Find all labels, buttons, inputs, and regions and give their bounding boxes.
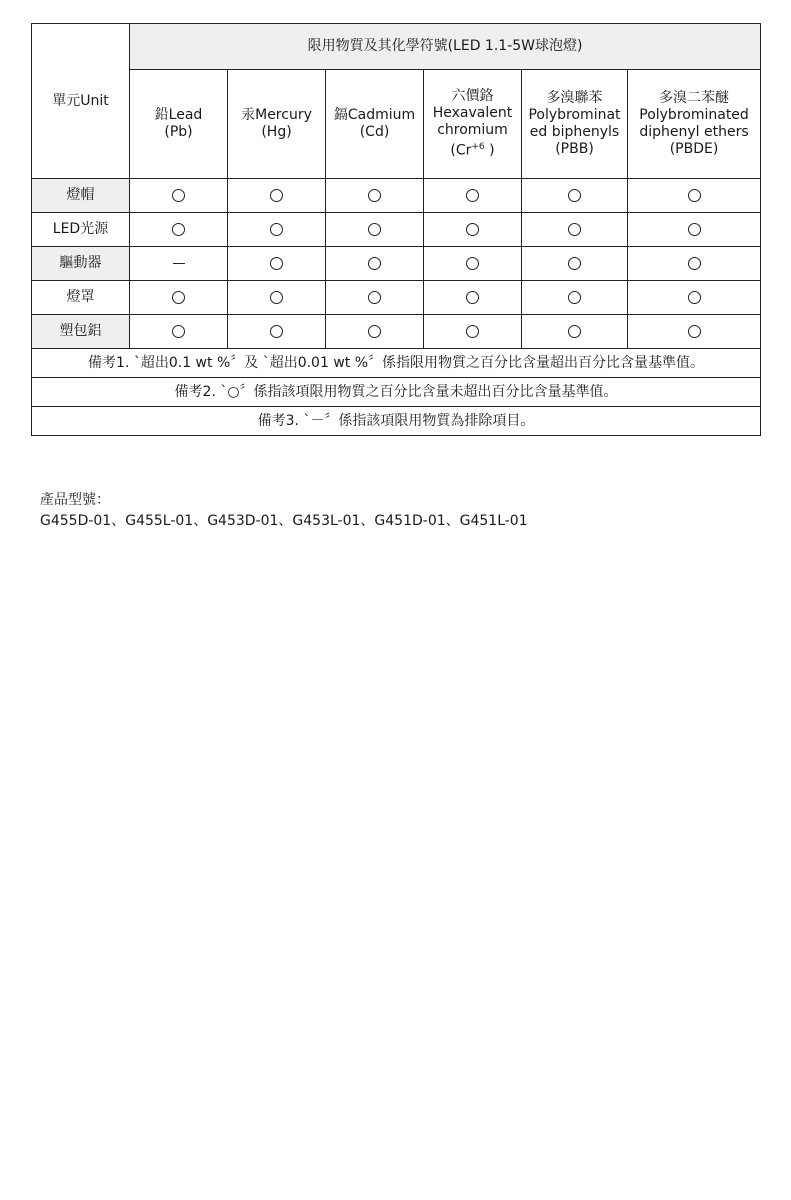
- value-cell: [326, 247, 424, 281]
- circle-icon: [368, 325, 381, 338]
- value-cell: [424, 213, 522, 247]
- value-cell: [424, 247, 522, 281]
- circle-icon: [466, 189, 479, 202]
- note-row: [32, 349, 761, 378]
- circle-icon: [172, 189, 185, 202]
- table-row: [32, 281, 761, 315]
- circle-icon: [568, 189, 581, 202]
- circle-icon: [270, 189, 283, 202]
- value-cell: [522, 213, 628, 247]
- unit-cell: 燈罩: [32, 281, 130, 315]
- value-cell: [228, 179, 326, 213]
- value-cell: [130, 179, 228, 213]
- group-header: 限用物質及其化學符號(LED 1.1-5W球泡燈): [130, 24, 761, 70]
- value-cell: [130, 315, 228, 349]
- note-row: [32, 378, 761, 407]
- dash-icon: [173, 263, 185, 264]
- value-cell: [628, 213, 761, 247]
- table-row: [32, 247, 761, 281]
- circle-icon: [368, 291, 381, 304]
- circle-icon: [270, 325, 283, 338]
- circle-icon: [172, 223, 185, 236]
- value-cell: [424, 179, 522, 213]
- note-2: 備考2. ˋ○〞係指該項限用物質之百分比含量未超出百分比含量基準值。: [32, 378, 761, 407]
- circle-icon: [270, 223, 283, 236]
- circle-icon: [466, 223, 479, 236]
- substance-lead: 鉛Lead (Pb): [130, 70, 228, 179]
- circle-icon: [688, 223, 701, 236]
- circle-icon: [688, 257, 701, 270]
- circle-icon: [568, 325, 581, 338]
- value-cell: [228, 281, 326, 315]
- value-cell: [228, 315, 326, 349]
- circle-icon: [466, 325, 479, 338]
- note-row: [32, 407, 761, 436]
- value-cell: [326, 179, 424, 213]
- value-cell: [424, 315, 522, 349]
- value-cell: [628, 247, 761, 281]
- value-cell: [628, 179, 761, 213]
- value-cell: [326, 213, 424, 247]
- value-cell: [424, 281, 522, 315]
- circle-icon: [568, 223, 581, 236]
- substance-mercury: 汞Mercury (Hg): [228, 70, 326, 179]
- value-cell: [228, 213, 326, 247]
- circle-icon: [466, 291, 479, 304]
- substance-hexavalent-chromium: 六價鉻 Hexavalent chromium ($Cr^{+6}$ ): [424, 70, 522, 179]
- value-cell: [522, 179, 628, 213]
- value-cell: [522, 281, 628, 315]
- table-row: [32, 179, 761, 213]
- circle-icon: [172, 291, 185, 304]
- circle-icon: [270, 257, 283, 270]
- circle-icon: [568, 257, 581, 270]
- substance-pbb: 多溴聯苯 Polybrominat ed biphenyls (PBB): [522, 70, 628, 179]
- model-label: 產品型號：: [40, 492, 110, 508]
- value-cell: [130, 213, 228, 247]
- value-cell: [130, 247, 228, 281]
- circle-icon: [568, 291, 581, 304]
- value-cell: [130, 281, 228, 315]
- value-cell: [326, 281, 424, 315]
- circle-icon: [688, 291, 701, 304]
- unit-cell: 燈帽: [32, 179, 130, 213]
- unit-cell: 塑包鋁: [32, 315, 130, 349]
- circle-icon: [368, 257, 381, 270]
- note-1: 備考1. ˋ超出0.1 wt %〞及 ˋ超出0.01 wt %〞係指限用物質之百分比含量超出百分比含量基準值。: [32, 349, 761, 378]
- substance-pbde: 多溴二苯醚 Polybrominated diphenyl ethers (PBDE): [628, 70, 761, 179]
- unit-cell: LED光源: [32, 213, 130, 247]
- model-numbers: G455D-01、G455L-01、G453D-01、G453L-01、G451D-01、G451L-01: [40, 513, 528, 529]
- table-row: [32, 213, 761, 247]
- product-model: [40, 490, 528, 532]
- substance-cadmium: 鎘Cadmium (Cd): [326, 70, 424, 179]
- value-cell: [522, 315, 628, 349]
- circle-icon: [172, 325, 185, 338]
- value-cell: [326, 315, 424, 349]
- unit-cell: 驅動器: [32, 247, 130, 281]
- circle-icon: [270, 291, 283, 304]
- table-row: [32, 315, 761, 349]
- value-cell: [628, 281, 761, 315]
- circle-icon: [368, 223, 381, 236]
- value-cell: [228, 247, 326, 281]
- circle-icon: [368, 189, 381, 202]
- unit-header: 單元Unit: [32, 24, 130, 179]
- note-3: 備考3. ˋ－〞係指該項限用物質為排除項目。: [32, 407, 761, 436]
- circle-icon: [688, 325, 701, 338]
- value-cell: [522, 247, 628, 281]
- value-cell: [628, 315, 761, 349]
- circle-icon: [688, 189, 701, 202]
- rohs-table: [31, 23, 761, 436]
- circle-icon: [466, 257, 479, 270]
